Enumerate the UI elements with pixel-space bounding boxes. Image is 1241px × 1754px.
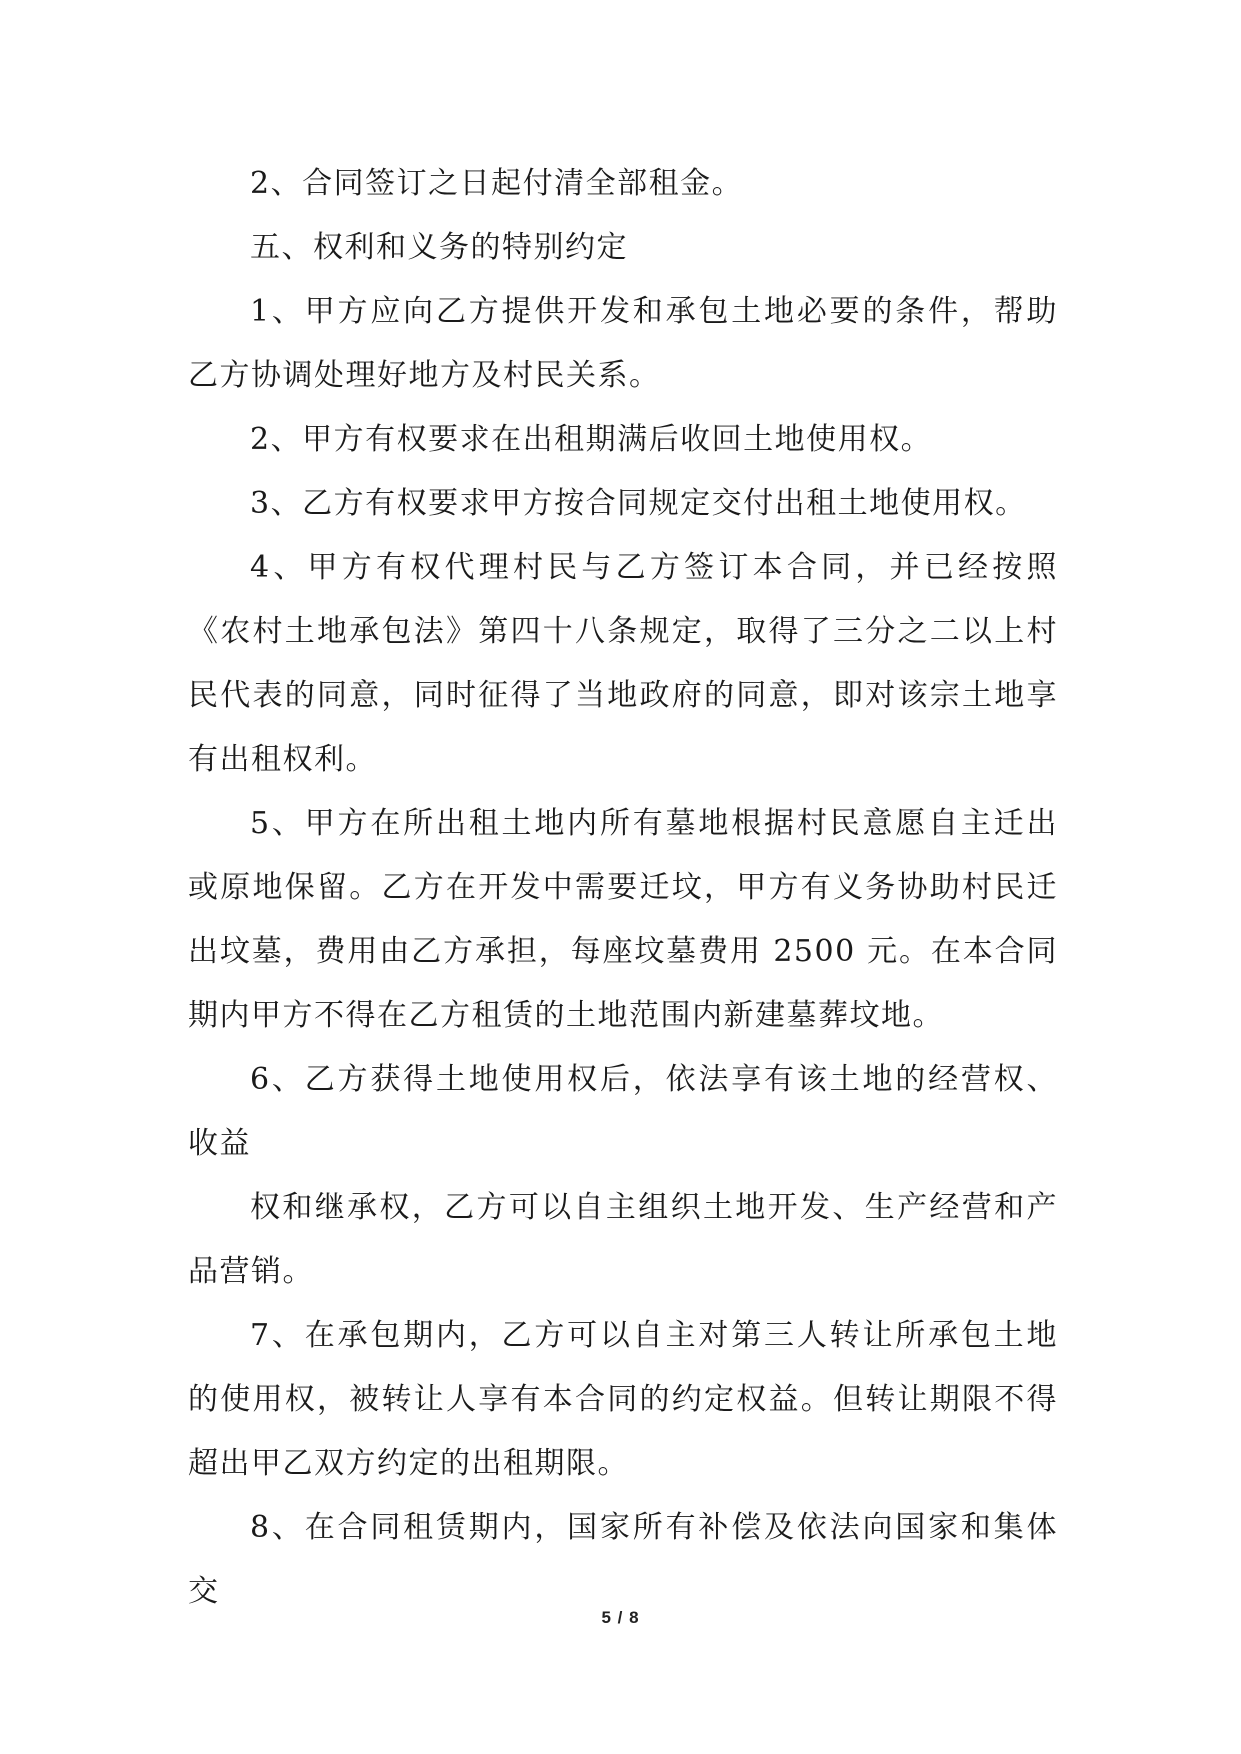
paragraph-clause-4: 4、甲方有权代理村民与乙方签订本合同，并已经按照《农村土地承包法》第四十八条规定，取得了三分之二以上村民代表的同意，同时征得了当地政府的同意，即对该宗土地享有出租权利。 (188, 550, 1058, 777)
page-number: 5 / 8 (601, 1608, 640, 1627)
paragraph-clause-2: 2、甲方有权要求在出租期满后收回土地使用权。 (250, 422, 933, 457)
document-body (188, 152, 1058, 1624)
paragraph-clause-8: 8、在合同租赁期内，国家所有补偿及依法向国家和集体交 (188, 1510, 1058, 1609)
section-heading-rights-obligations: 五、权利和义务的特别约定 (250, 230, 628, 265)
paragraph-clause-3: 3、乙方有权要求甲方按合同规定交付出租土地使用权。 (250, 486, 1027, 521)
paragraph-clause-1: 1、甲方应向乙方提供开发和承包土地必要的条件，帮助乙方协调处理好地方及村民关系。 (188, 294, 1058, 393)
paragraph-payment-term-2: 2、合同签订之日起付清全部租金。 (250, 166, 744, 201)
paragraph-clause-6-part-1: 6、乙方获得土地使用权后，依法享有该土地的经营权、收益 (188, 1062, 1058, 1161)
paragraph-clause-5: 5、甲方在所出租土地内所有墓地根据村民意愿自主迁出或原地保留。乙方在开发中需要迁坟，甲方有义务协助村民迁出坟墓，费用由乙方承担，每座坟墓费用 2500 元。在本合同期内甲方不得在乙方租赁的土地范围内新建墓葬坟地。 (188, 806, 1058, 1033)
paragraph-clause-7: 7、在承包期内，乙方可以自主对第三人转让所承包土地的使用权，被转让人享有本合同的约定权益。但转让期限不得超出甲乙双方约定的出租期限。 (188, 1318, 1058, 1481)
paragraph-clause-6-part-2: 权和继承权，乙方可以自主组织土地开发、生产经营和产品营销。 (188, 1190, 1058, 1289)
